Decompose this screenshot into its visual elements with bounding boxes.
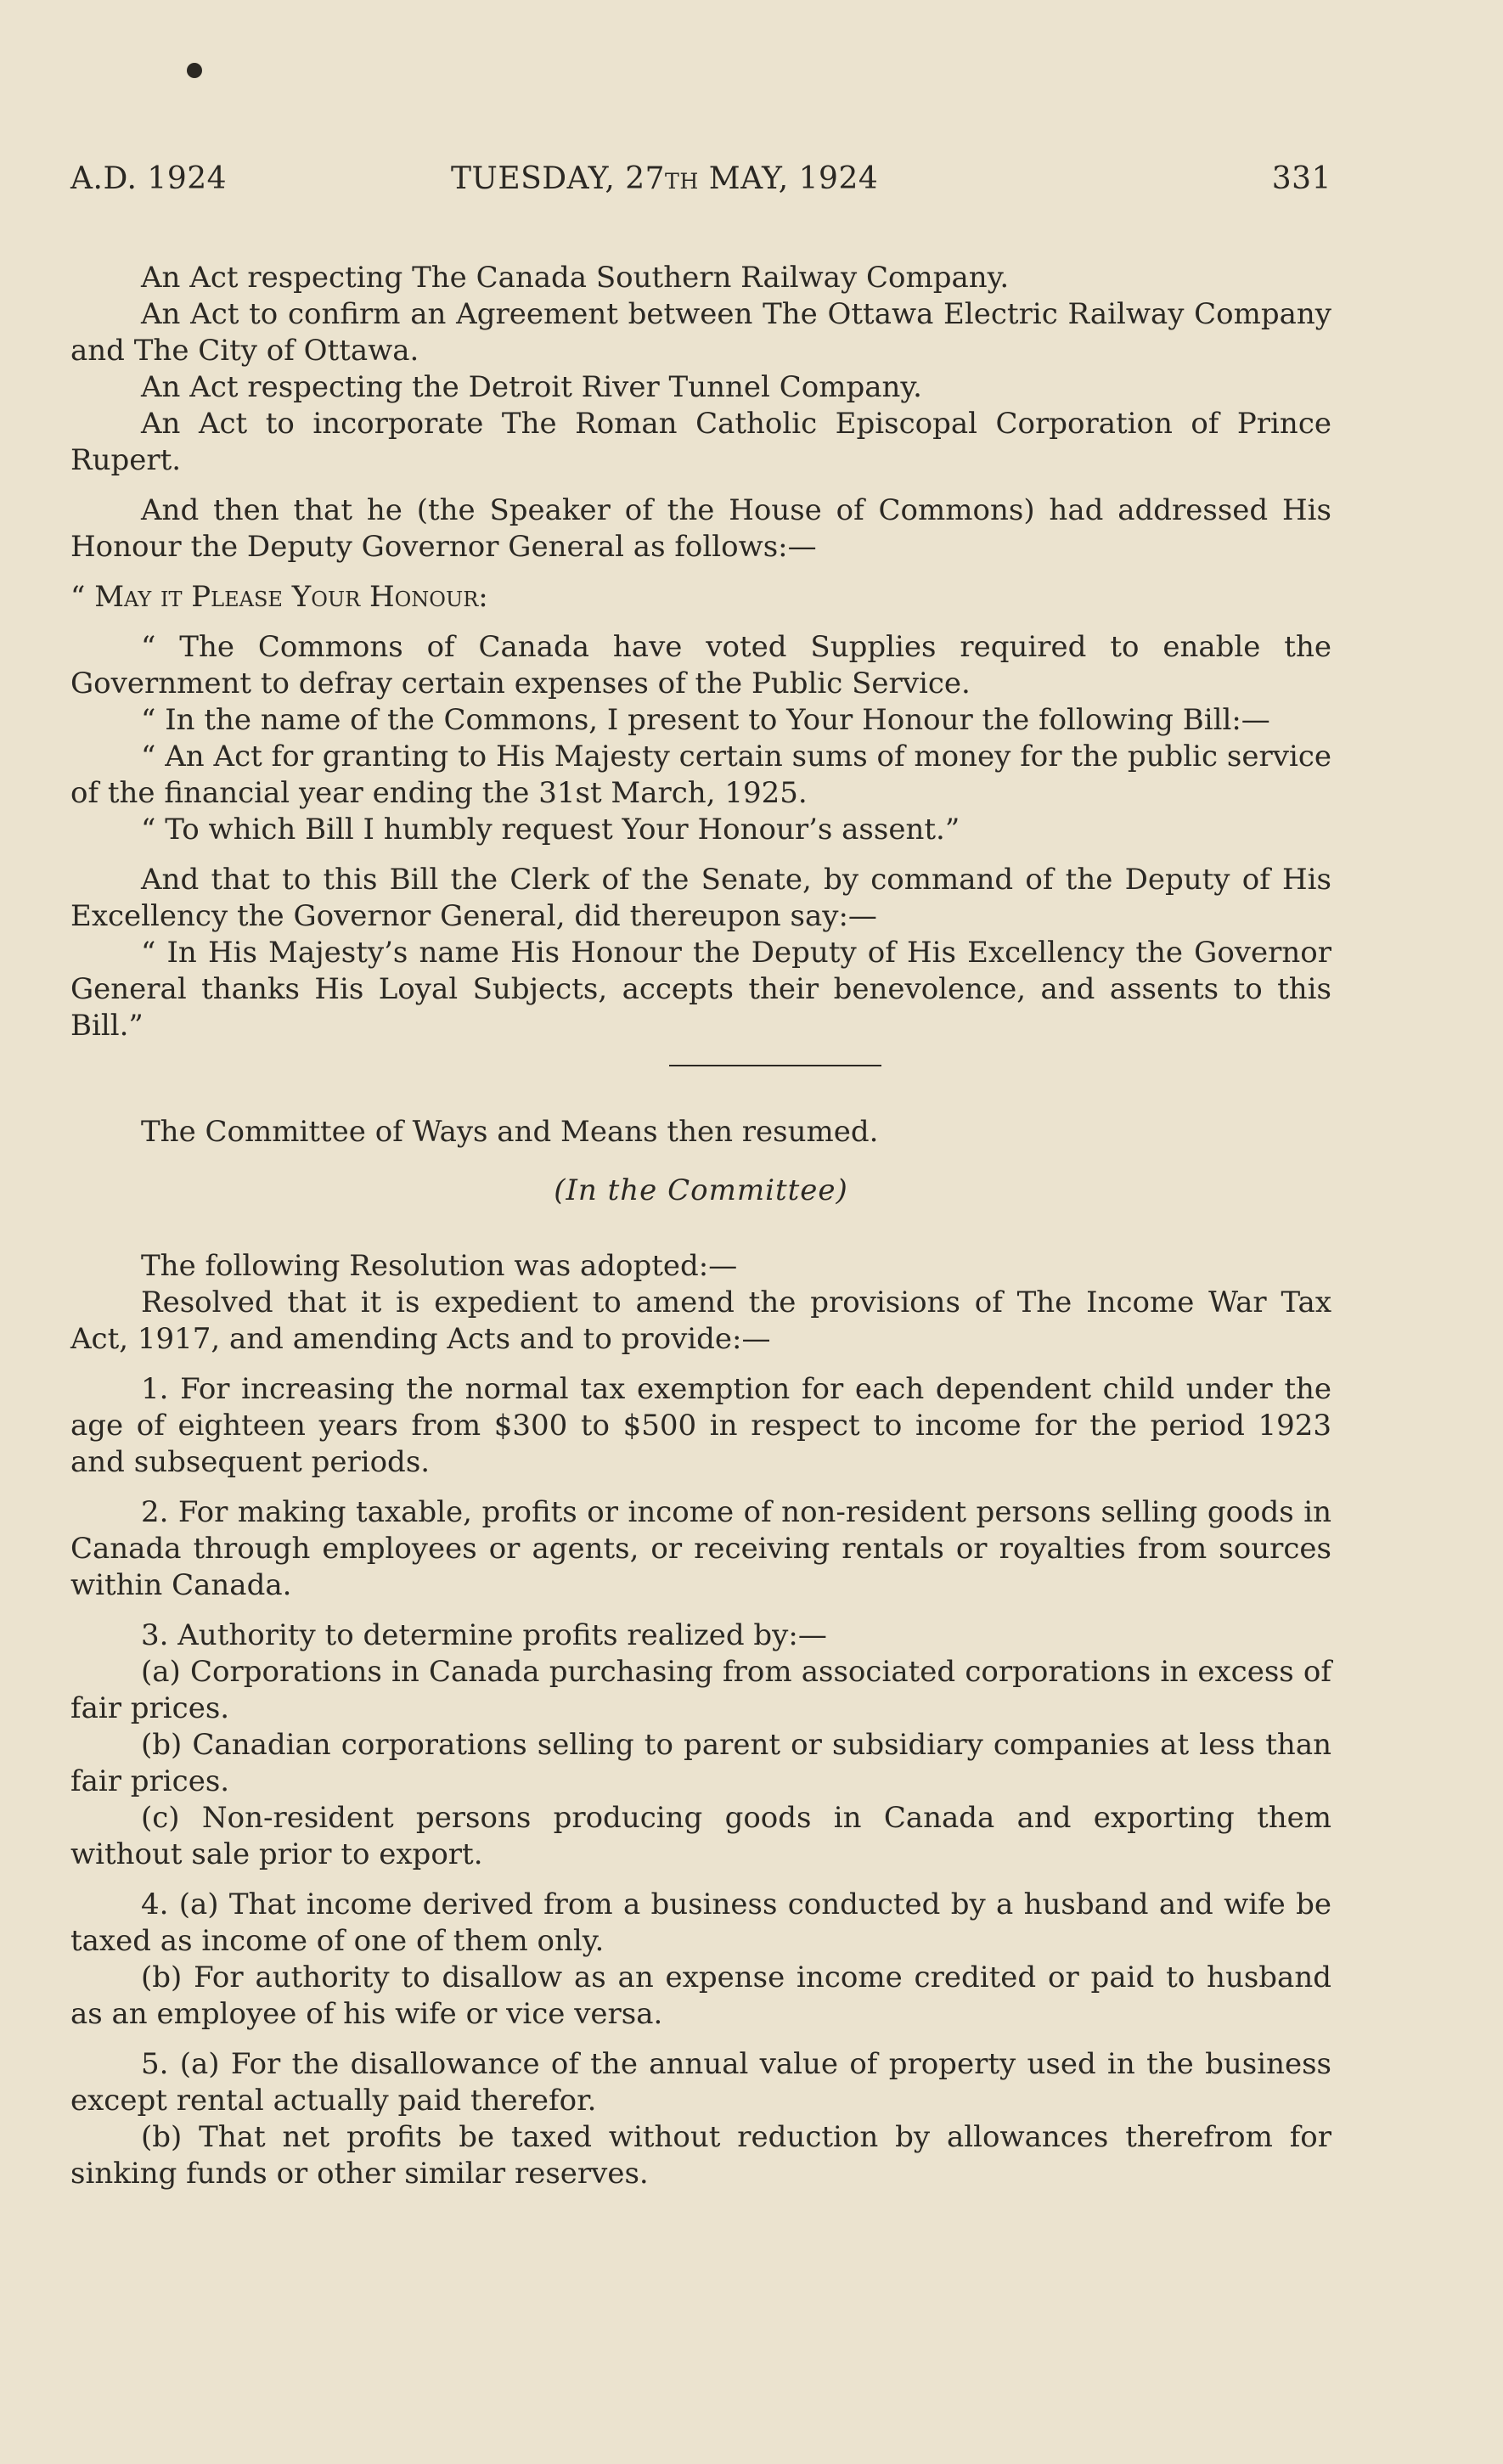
resolution-item-3c: (c) Non-resident persons producing goods in Canada and exporting them without sale prior to export.: [70, 1801, 1331, 1871]
clerk-intro: And that to this Bill the Clerk of the Senate, by command of the Deputy of His Excellency the Governor General, did thereupon say:—: [70, 863, 1331, 933]
resolution-item-3a: (a) Corporations in Canada purchasing from associated corporations in excess of fair prices.: [70, 1655, 1331, 1725]
in-committee-heading: (In the Committee): [554, 1173, 848, 1207]
act-1: An Act respecting The Canada Southern Railway Company.: [141, 261, 1010, 295]
resolved-paragraph: Resolved that it is expedient to amend the provisions of The Income War Tax Act, 1917, and amending Acts and to provide:—: [70, 1285, 1331, 1356]
header-date: TUESDAY, 27TH MAY, 1924: [451, 161, 879, 196]
address-paragraph-3: “ An Act for granting to His Majesty certain sums of money for the public service of the financial year ending the 31st March, 1925.: [70, 740, 1331, 810]
resolution-item-5b: (b) That net profits be taxed without reduction by allowances therefrom for sinking funds or other similar reserves.: [70, 2120, 1331, 2191]
address-salutation: “ May it Please Your Honour:: [70, 580, 488, 614]
ink-dot: [187, 63, 202, 78]
resolution-item-4b: (b) For authority to disallow as an expense income credited or paid to husband as an employee of his wife or vice versa.: [70, 1961, 1331, 2031]
act-4: An Act to incorporate The Roman Catholic Episcopal Corporation of Prince Rupert.: [70, 407, 1331, 477]
address-paragraph-1: “ The Commons of Canada have voted Supplies required to enable the Government to defray certain expenses of the Public Service.: [70, 630, 1331, 700]
resolution-item-2: 2. For making taxable, profits or income of non-resident persons selling goods in Canada through employees or agents, or receiving rentals or royalties from sources within Canada.: [70, 1495, 1331, 1602]
resolution-item-1: 1. For increasing the normal tax exemption for each dependent child under the age of eighteen years from $300 to $500 in respect to income for the period 1923 and subsequent periods.: [70, 1372, 1331, 1479]
resolution-item-3b: (b) Canadian corporations selling to parent or subsidiary companies at less than fair prices.: [70, 1728, 1331, 1798]
address-paragraph-4: “ To which Bill I humbly request Your Honour’s assent.”: [141, 813, 960, 847]
act-3: An Act respecting the Detroit River Tunnel Company.: [141, 370, 922, 404]
running-header: [70, 161, 1331, 212]
page: [70, 161, 1331, 2192]
resolution-item-4a: 4. (a) That income derived from a business conducted by a husband and wife be taxed as income of one of them only.: [70, 1887, 1331, 1958]
resolution-item-3: 3. Authority to determine profits realized by:—: [141, 1618, 827, 1652]
assent-text: “ In His Majesty’s name His Honour the Deputy of His Excellency the Governor General thanks His Loyal Subjects, accepts their benevolence, and assents to this Bill.”: [70, 936, 1331, 1043]
committee-resumed: The Committee of Ways and Means then resumed.: [141, 1115, 879, 1149]
speaker-intro: And then that he (the Speaker of the House of Commons) had addressed His Honour the Deputy Governor General as follows:—: [70, 493, 1331, 564]
page-number: 331: [1271, 161, 1331, 196]
ordinal-suffix: TH: [665, 169, 699, 194]
address-paragraph-2: “ In the name of the Commons, I present to Your Honour the following Bill:—: [141, 703, 1270, 737]
resolution-item-5a: 5. (a) For the disallowance of the annual value of property used in the business except rental actually paid therefor.: [70, 2047, 1331, 2118]
act-2: An Act to confirm an Agreement between The Ottawa Electric Railway Company and The City of Ottawa.: [70, 297, 1331, 368]
header-year: A.D. 1924: [70, 161, 228, 196]
section-divider: [669, 1065, 881, 1066]
resolution-intro: The following Resolution was adopted:—: [141, 1249, 738, 1283]
